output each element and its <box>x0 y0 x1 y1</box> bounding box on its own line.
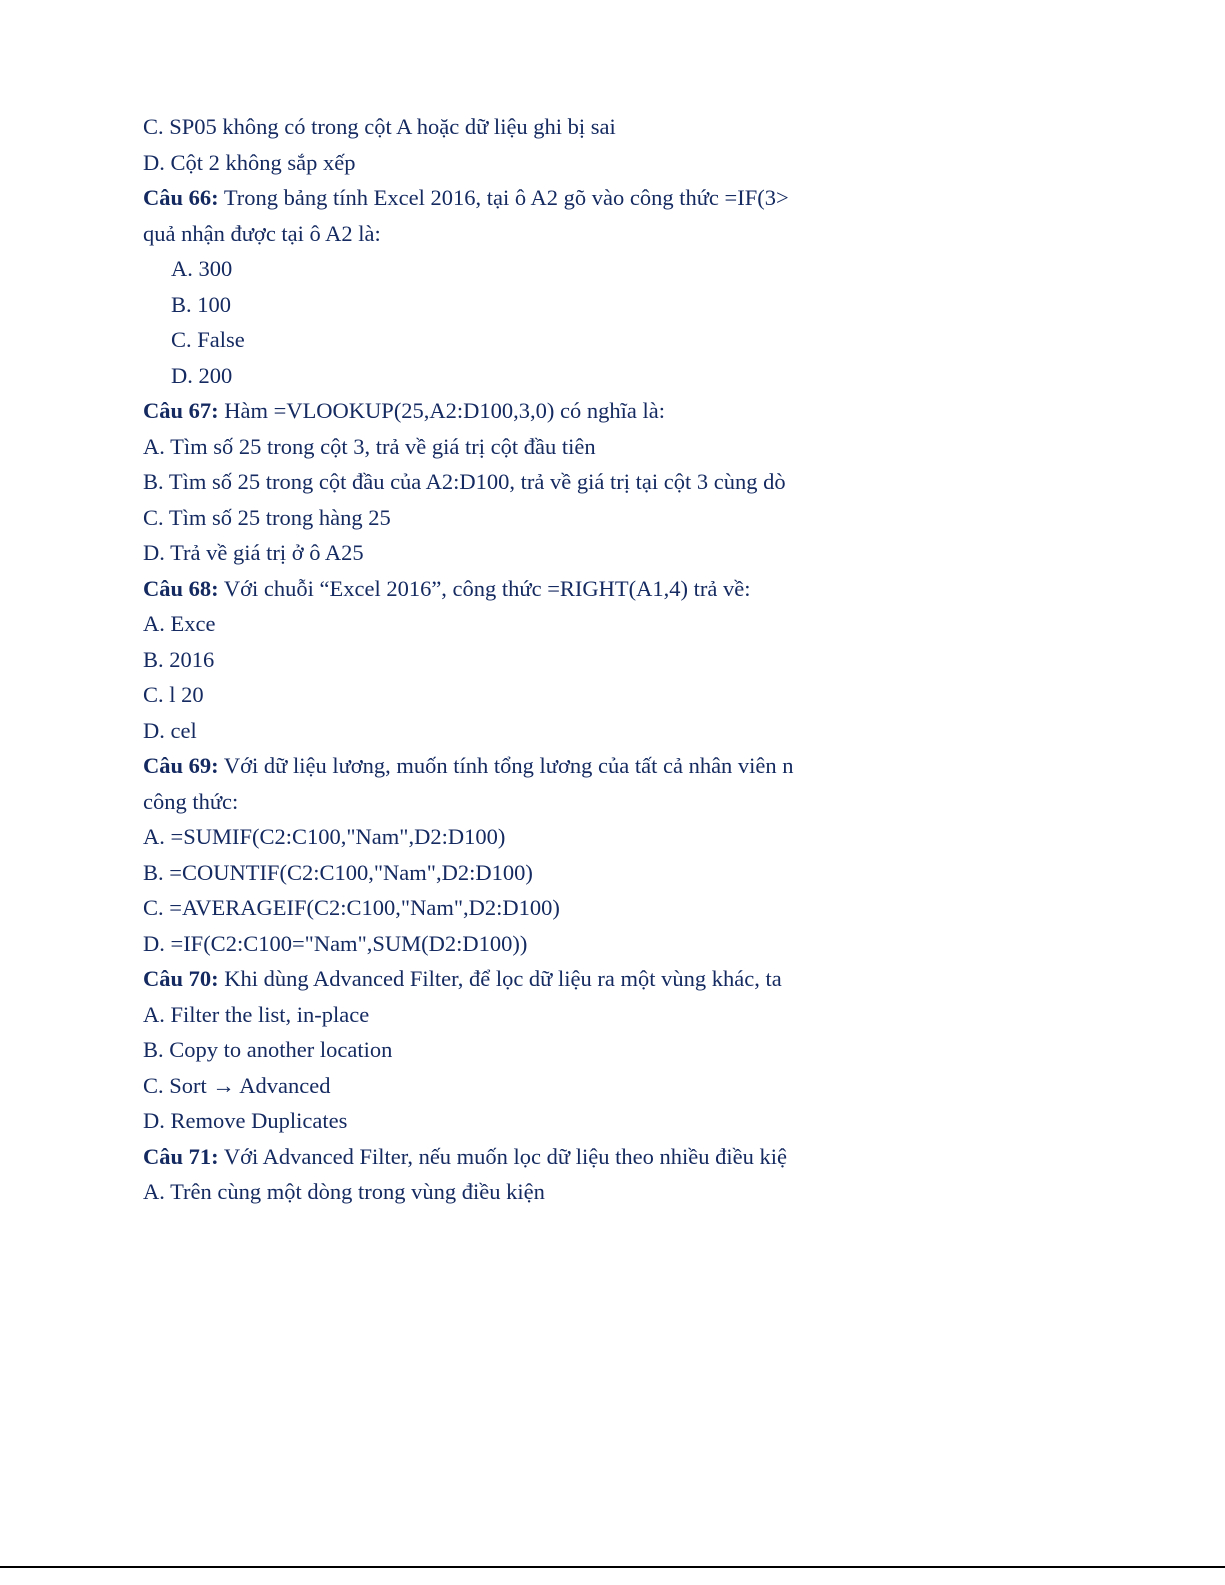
question-text: Trong bảng tính Excel 2016, tại ô A2 gõ vào công thức =IF(3> <box>218 185 789 210</box>
text-line: D. Remove Duplicates <box>143 1108 348 1133</box>
question-number: Câu 70: <box>143 966 219 991</box>
text-line: C. Tìm số 25 trong hàng 25 <box>143 504 391 530</box>
text-line: quả nhận được tại ô A2 là: <box>143 220 381 246</box>
question-text: Khi dùng Advanced Filter, để lọc dữ liệu ra một vùng khác, ta <box>218 966 782 991</box>
question-number: Câu 66: <box>143 185 219 210</box>
question-text: Với Advanced Filter, nếu muốn lọc dữ liệu theo nhiều điều kiệ <box>218 1143 787 1169</box>
text-line: B. 2016 <box>143 646 215 672</box>
question-line <box>143 748 843 784</box>
question-number: Câu 67: <box>143 398 219 423</box>
question-number: Câu 68: <box>143 575 219 601</box>
text-line: B. Copy to another location <box>143 1037 393 1062</box>
text-line: A. Trên cùng một dòng trong vùng điều kiện <box>143 1179 545 1204</box>
question-number: Câu 71: <box>143 1143 219 1169</box>
question-line <box>143 1139 843 1175</box>
document-body <box>143 109 843 1210</box>
question-text: Với chuỗi “Excel 2016”, công thức =RIGHT(A1,4) trả về: <box>218 575 751 601</box>
text-line: C. =AVERAGEIF(C2:C100,"Nam",D2:D100) <box>143 895 560 920</box>
text-line: A. Exce <box>143 611 216 636</box>
text-line: B. =COUNTIF(C2:C100,"Nam",D2:D100) <box>143 859 533 885</box>
text-line: D. =IF(C2:C100="Nam",SUM(D2:D100)) <box>143 930 528 956</box>
text-line: C. Sort → Advanced <box>143 1072 331 1098</box>
page-bottom-rule <box>0 1566 1225 1568</box>
answer-option-indented: D. 200 <box>171 362 233 388</box>
question-text: Hàm =VLOOKUP(25,A2:D100,3,0) có nghĩa là: <box>218 398 666 423</box>
question-line <box>143 393 843 429</box>
text-line: A. Filter the list, in-place <box>143 1001 370 1027</box>
question-number: Câu 69: <box>143 753 219 778</box>
text-line: D. cel <box>143 717 197 743</box>
text-line: C. SP05 không có trong cột A hoặc dữ liệu ghi bị sai <box>143 114 616 139</box>
text-line: A. =SUMIF(C2:C100,"Nam",D2:D100) <box>143 824 506 849</box>
answer-option-indented: C. False <box>171 327 245 352</box>
answer-option-indented: B. 100 <box>171 291 232 317</box>
text-line: D. Trả về giá trị ở ô A25 <box>143 540 364 565</box>
text-line: A. Tìm số 25 trong cột 3, trả về giá trị cột đầu tiên <box>143 433 596 459</box>
text-line: C. l 20 <box>143 682 204 707</box>
question-line <box>143 961 843 997</box>
text-line: công thức: <box>143 788 239 814</box>
question-text: Với dữ liệu lương, muốn tính tổng lương của tất cả nhân viên n <box>218 753 794 778</box>
answer-option-indented: A. 300 <box>171 256 233 281</box>
text-line: B. Tìm số 25 trong cột đầu của A2:D100, trả về giá trị tại cột 3 cùng dò <box>143 469 786 494</box>
text-line: D. Cột 2 không sắp xếp <box>143 149 356 175</box>
question-line <box>143 571 843 607</box>
question-line <box>143 180 843 216</box>
